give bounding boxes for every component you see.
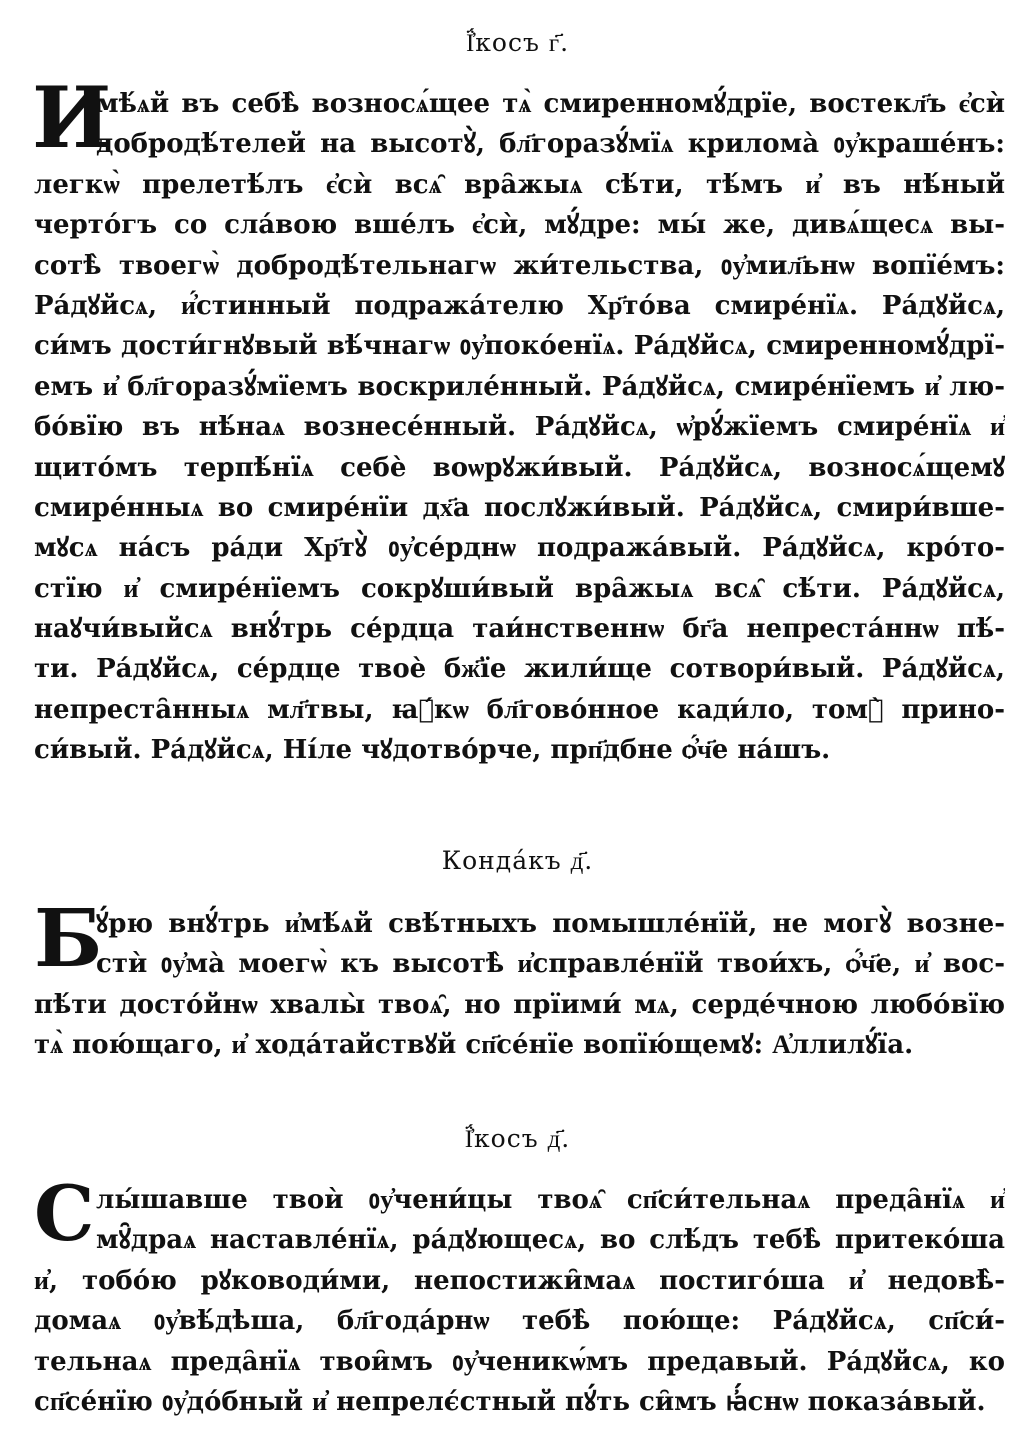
text-line: мѣ́ѧй въ себѣ̀ возносѧ́щее тѧ̀ смиренномꙋ́дрїе, востекл҃ъ є҆сѝ [96,89,1005,119]
text-line: непреста̑нныѧ мл҃твы, ꙗ҆́кѡ бл҃гово́нное кади́ло, томꙋ̀ прино- [34,694,1005,725]
drop-cap: И [32,68,112,167]
text-line: лы́шавше твоѝ ᲂу҆чени́цы твоѧ̑ сп҃си́тельнаѧ преда̑нїѧ и҆ [96,1185,1005,1215]
text-line: легкѡ̀ прелетѣ́лъ є҆сѝ всѧ̑ вра̑жыѧ сѣ́ти, тѣ́мъ и҆ въ нѣ́ный [34,169,1005,200]
section-heading-kondak-4: Конда́къ д҃. [441,846,594,875]
text-line: сотѣ̀ твоегѡ̀ добродѣ́тельнагѡ жи́тельства, ᲂу҆мил҃ьнѡ вопїе́мъ: [34,250,1005,281]
text-line: и҆, тобо́ю рꙋководи́ми, непостижи̑маѧ постиго́ша и҆ недовѣ̀- [34,1265,1005,1296]
text-line: щито́мъ терпѣ́нїѧ себѐ воѡрꙋжи́вый. Ра́дꙋйсѧ, возносѧ́щемꙋ [34,452,1005,483]
text-line: пѣ́ти досто́йнѡ хвалы̀ твоѧ̑, но прїими́ мѧ, серде́чною любо́вїю [34,989,1005,1020]
drop-cap: С [34,1169,95,1258]
section-heading-ikos-3: Ї҆́косъ г҃. [465,28,570,57]
text-line: смире́нныѧ во смире́нїи дх҃а послꙋжи́вый. Ра́дꙋйсѧ, смири́вше- [34,492,1005,523]
section-kondak-4 [34,891,1005,1066]
drop-cap: Б [34,891,103,985]
section-ikos-4 [34,1169,1005,1422]
text-line: стїю и҆ смире́нїемъ сокрꙋши́вый вра̑жыѧ всѧ̑ сѣ́ти. Ра́дꙋйсѧ, [34,573,1005,604]
text-line: си́вый. Ра́дꙋйсѧ, Ні́ле чꙋдотво́рче, прп҃дбне ѻ҆́ч҃е на́шъ. [34,735,831,766]
text-line: си́мъ дости́гнꙋвый вѣ́чнагѡ ᲂу҆поко́енїѧ. Ра́дꙋйсѧ, смиренномꙋ́дрї- [34,331,1005,362]
text-line: мꙋ̑драѧ наставле́нїѧ, ра́дꙋющесѧ, во слѣ́дъ тебѣ̀ притеко́ша [96,1225,1005,1256]
text-line: наꙋчи́выйсѧ внꙋ́трь се́рдца таи́нственнѡ бг҃а непреста́ннѡ пѣ́- [34,614,1005,645]
section-ikos-3 [32,68,1005,771]
text-line: мꙋсѧ на́съ ра́ди Хр҃тꙋ̀ ᲂу҆се́рднѡ подража́вый. Ра́дꙋйсѧ, кро́то- [34,533,1005,564]
text-line: ти. Ра́дꙋйсѧ, се́рдце твоѐ бж҃їе жили́ще сотвори́вый. Ра́дꙋйсѧ, [34,654,1005,685]
text-line: стѝ ᲂу҆ма̀ моегѡ̀ къ высотѣ̀ и҆справле́нїй твои́хъ, ѻ҆́ч҃е, и҆ вос- [96,949,1005,980]
text-line: ꙋ́рю внꙋ́трь и҆мѣ́ѧй свѣ́тныхъ помышле́нїй, не могꙋ̀ возне- [96,909,1005,939]
text-line: домаѧ ᲂу҆вѣ́дѣша, бл҃года́рнѡ тебѣ̀ пою́ще: Ра́дꙋйсѧ, сп҃си́- [34,1306,1005,1337]
section-heading-ikos-4: Ї҆́косъ д҃. [464,1124,571,1153]
text-line: черто́гъ со сла́вою вше́лъ є҆сѝ, мꙋ́дре: мы́ же, дивѧ́щесѧ вы- [34,210,1005,241]
text-line: Ра́дꙋйсѧ, и҆́стинный подража́телю Хр҃то́ва смире́нїѧ. Ра́дꙋйсѧ, [34,290,1005,321]
text-line: сп҃се́нїю ᲂу҆до́бный и҆ непрелє́стный пꙋ́ть си̑мъ ꙗ҆́снѡ показа́вый. [34,1386,986,1417]
text-line: бо́вїю въ нѣ́наѧ вознесе́нный. Ра́дꙋйсѧ, ѡ҆рꙋ́жїемъ смире́нїѧ и҆ [34,412,1005,443]
text-line: тельнаѧ преда̑нїѧ твои̑мъ ᲂу҆ченикѡ́мъ предавый. Ра́дꙋйсѧ, ко [34,1346,1005,1377]
text-line: добродѣ́телей на высотꙋ̀, бл҃горазꙋ́мїѧ крилома̀ ᲂу҆краше́нъ: [96,129,1005,160]
text-line: тѧ̀ пою́щаго, и҆ хода́тайствꙋй сп҃се́нїе вопїю́щемꙋ: А҆ллилꙋ́їа. [34,1030,914,1061]
text-line: емъ и҆ бл҃горазꙋ́мїемъ воскриле́нный. Ра́дꙋйсѧ, смире́нїемъ и҆ лю- [34,371,1005,402]
